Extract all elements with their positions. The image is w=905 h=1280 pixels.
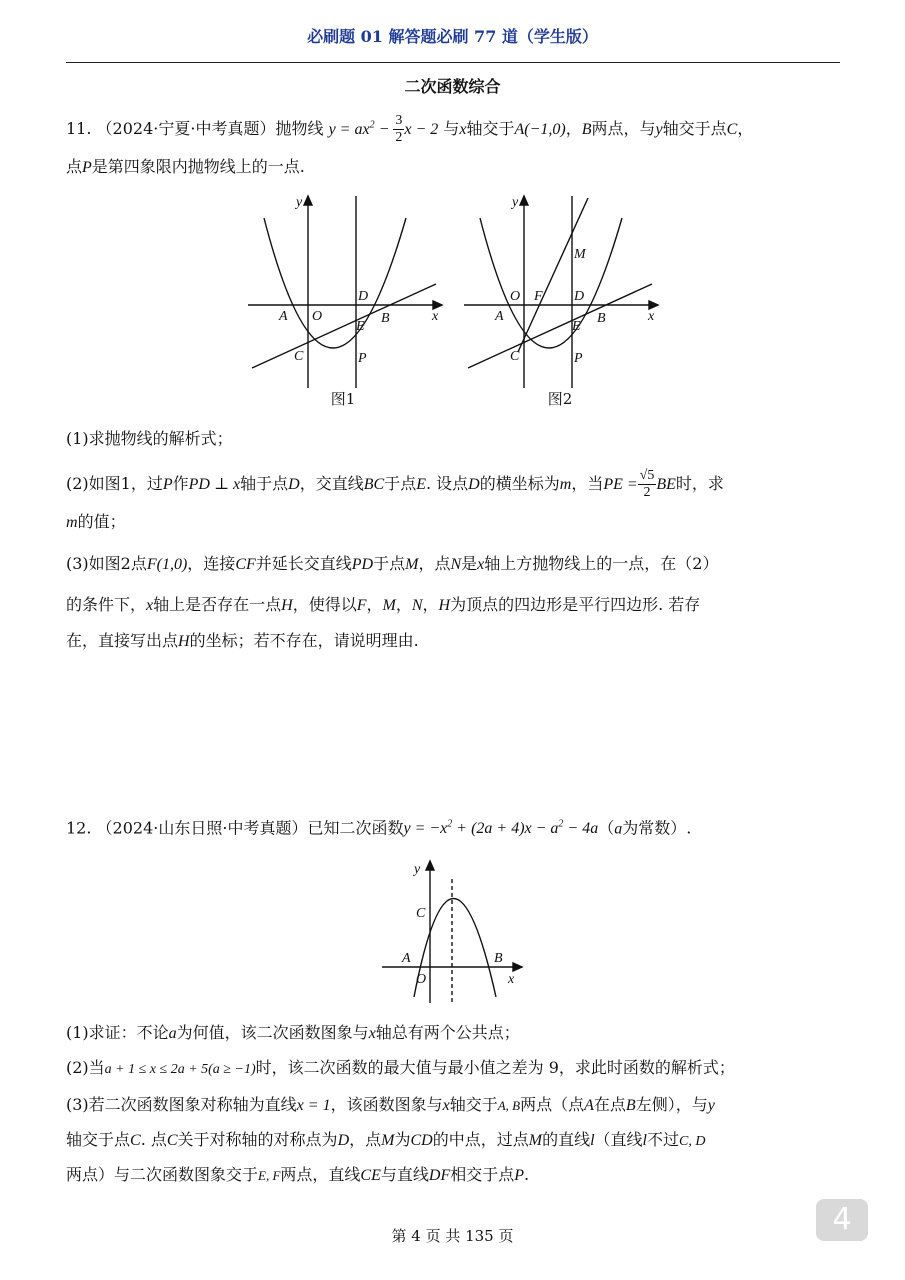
- var-x: x: [368, 1025, 376, 1042]
- line-df: DF: [428, 1167, 451, 1184]
- point-n: N: [450, 556, 462, 573]
- fig3-label-c: C: [416, 906, 426, 921]
- fig3-label-a: A: [402, 951, 411, 966]
- header-divider: [66, 62, 840, 63]
- point-h: H: [281, 597, 293, 614]
- q12-text: 已知二次函数: [307, 818, 404, 838]
- q12-part3-line2: [66, 1129, 705, 1153]
- q12-line1: [66, 814, 691, 840]
- q11-text: 轴上是否存在一点: [153, 595, 282, 614]
- point-a: A(−1,0): [514, 121, 566, 138]
- point-m: M: [382, 597, 396, 614]
- q11-text: 为顶点的四边形是平行四边形. 若存: [450, 595, 701, 614]
- q12-text: （直线: [594, 1130, 643, 1149]
- q11-text: ，点: [418, 554, 451, 573]
- var-y: y: [655, 121, 663, 138]
- point-f: F(1,0): [146, 556, 188, 573]
- q12-source: （2024·山东日照·中考真题）: [96, 818, 308, 838]
- q12-text: 两点（点: [520, 1095, 585, 1114]
- q11-part3-line3: [66, 630, 419, 653]
- point-e: E: [416, 476, 426, 493]
- q11-text: ，: [422, 595, 439, 614]
- page-footer: 第 4 页 共 135 页: [391, 1227, 514, 1245]
- q11-text: 抛物线: [275, 119, 324, 138]
- q12-text: (2)当: [66, 1058, 105, 1077]
- point-m: M: [381, 1132, 395, 1149]
- q11-part3-line1: [66, 553, 718, 576]
- fig3-parabola: [414, 899, 496, 998]
- q12-text: 为: [394, 1130, 411, 1149]
- line-l: l: [590, 1132, 595, 1149]
- x-equals-1: x = 1: [296, 1097, 331, 1114]
- fig3-x-arrow: [513, 963, 522, 971]
- q12-text: 为何值，该二次函数图象与: [176, 1023, 369, 1042]
- q12-number: 12.: [66, 818, 92, 838]
- point-d: D: [288, 476, 300, 493]
- be-expression: BE: [656, 476, 676, 493]
- point-f: F: [356, 597, 367, 614]
- q12-text: 时，该二次函数的最大值与最小值之差为 9，求此时函数的解析式；: [255, 1058, 735, 1077]
- q11-text: ，: [395, 595, 412, 614]
- q12-text: 不过: [647, 1130, 680, 1149]
- var-x: x: [459, 121, 467, 138]
- q11-text: 轴于点: [240, 474, 289, 493]
- line-bc: BC: [363, 476, 385, 493]
- q11-text: ，: [565, 119, 582, 138]
- figure-2-caption: 图2: [547, 390, 573, 408]
- q11-text: ，当: [571, 474, 604, 493]
- q11-part3-line2: [66, 594, 700, 617]
- sqrt5-over-2: $\frac{√5}{2}$: [639, 468, 655, 500]
- fig1-label-p: P: [358, 351, 367, 366]
- q11-text: 于点: [384, 474, 417, 493]
- fig3-label-x: x: [508, 972, 515, 987]
- var-m: m: [66, 514, 78, 531]
- point-c: C: [130, 1132, 141, 1149]
- fig2-label-x: x: [648, 309, 655, 324]
- fig1-label-x: x: [432, 309, 439, 324]
- fig1-line-bc: [252, 284, 436, 368]
- q11-text: 作: [172, 474, 189, 493]
- q11-text: 点: [66, 157, 83, 176]
- fig2-label-o: O: [510, 289, 521, 304]
- q12-text: （: [598, 818, 615, 838]
- q11-text: ，使得以: [292, 595, 357, 614]
- point-p: P: [162, 476, 173, 493]
- fig2-label-c: C: [510, 349, 520, 364]
- var-m: m: [559, 476, 572, 493]
- fig2-x-arrow: [649, 301, 658, 309]
- points-c-d: C, D: [679, 1134, 706, 1149]
- fig2-label-e: E: [572, 319, 581, 334]
- section-title: 二次函数综合: [404, 77, 501, 96]
- fig3-label-y: y: [414, 862, 421, 877]
- q11-text: 时，求: [675, 474, 724, 493]
- q11-text: 与: [443, 119, 460, 138]
- q12-text: (1)求证：不论: [66, 1023, 169, 1042]
- q11-part2-line2: [66, 511, 126, 534]
- q12-text: .: [524, 1165, 530, 1184]
- fig2-label-m: M: [574, 247, 586, 262]
- point-n: N: [411, 597, 423, 614]
- q11-line2: [66, 156, 305, 179]
- var-x: x: [146, 597, 154, 614]
- q12-text: 在点: [593, 1095, 626, 1114]
- point-h: H: [438, 597, 451, 614]
- fig2-label-f: F: [534, 289, 543, 304]
- q12-inequality: a + 1 ≤ x ≤ 2a + 5(a ≥ −1): [104, 1062, 256, 1077]
- q11-number: 11.: [66, 119, 92, 138]
- q12-text: 两点，直线: [280, 1165, 361, 1184]
- point-c: C: [166, 1132, 178, 1149]
- fig1-parabola: [264, 218, 406, 348]
- fig2-label-a: A: [495, 309, 504, 324]
- var-x: x: [477, 556, 485, 573]
- q11-equation: $y = ax^2$ −: [328, 119, 394, 138]
- fig1-label-d: D: [358, 289, 369, 304]
- q12-text: 相交于点: [450, 1165, 515, 1184]
- point-m: M: [528, 1132, 543, 1149]
- q11-text: (2)如图1，过: [66, 474, 163, 493]
- fig1-y-arrow: [304, 196, 312, 205]
- fig1-label-o: O: [312, 309, 323, 324]
- point-h: H: [178, 633, 190, 650]
- point-m: M: [405, 556, 419, 573]
- line-pd: PD: [351, 556, 374, 573]
- q11-text: 轴上方抛物线上的一点，在（2）: [484, 554, 719, 573]
- q12-text: 两点）与二次函数图象交于: [66, 1165, 259, 1184]
- figure-3: [380, 855, 525, 1005]
- q12-part1: [66, 1022, 520, 1045]
- q11-equation-rhs: x − 2: [404, 121, 439, 138]
- q11-text: 并延长交直线: [255, 554, 352, 573]
- q12-text: 为常数）.: [622, 818, 692, 838]
- q12-text: (3)若二次函数图象对称轴为直线: [66, 1095, 297, 1114]
- q12-text: . 点: [140, 1130, 167, 1149]
- fig2-label-b: B: [597, 311, 606, 326]
- q12-text: ，该函数图象与: [330, 1095, 443, 1114]
- q11-part2-line1: [66, 468, 724, 501]
- point-c: C: [726, 121, 738, 138]
- figure-2: [460, 188, 660, 388]
- points-a-b: A, B: [497, 1098, 521, 1113]
- q11-text: 的横坐标为: [479, 474, 560, 493]
- q11-text: 是第四象限内抛物线上的一点.: [91, 157, 305, 176]
- q12-text: ，点: [349, 1130, 382, 1149]
- q12-part2: [66, 1057, 735, 1081]
- fig1-label-a: A: [279, 309, 288, 324]
- var-a: a: [168, 1025, 177, 1042]
- q12-part3-line1: [66, 1094, 715, 1117]
- fig2-label-p: P: [574, 351, 583, 366]
- q11-text: ，: [366, 595, 383, 614]
- var-x: x: [442, 1097, 450, 1114]
- q11-text: 的坐标；若不存在，请说明理由.: [189, 631, 419, 650]
- q11-text: ，连接: [187, 554, 236, 573]
- q11-text: (3)如图2点: [66, 554, 147, 573]
- q11-part1: (1)求抛物线的解析式；: [66, 429, 233, 448]
- fig2-line-bc: [468, 284, 652, 368]
- q11-text: 两点，与: [591, 119, 656, 138]
- q11-text: ，: [737, 119, 754, 138]
- fig1-label-c: C: [294, 349, 304, 364]
- q12-part3-line3: [66, 1164, 529, 1187]
- q11-text: 于点: [373, 554, 406, 573]
- q11-text: 是: [461, 554, 478, 573]
- fig1-x-arrow: [433, 301, 442, 309]
- fig2-label-d: D: [574, 289, 585, 304]
- var-a: a: [614, 820, 623, 838]
- point-p: P: [514, 1167, 525, 1184]
- point-d: D: [468, 476, 480, 493]
- pe-expression: PE =: [603, 476, 638, 493]
- fig1-label-e: E: [356, 319, 365, 334]
- q12-text: 左侧），与: [635, 1095, 708, 1114]
- segment-cd: CD: [410, 1132, 433, 1149]
- q11-text: ，交直线: [299, 474, 364, 493]
- line-cf: CF: [235, 556, 256, 573]
- q12-text: 的中点，过点: [432, 1130, 529, 1149]
- q11-text: . 设点: [425, 474, 469, 493]
- q11-text: 轴交于: [466, 119, 515, 138]
- q12-equation: $y = -x^2 + (2a + 4)x - a^2 - 4a$: [403, 819, 599, 838]
- q11-text: 的值；: [77, 512, 126, 531]
- q12-text: 与直线: [380, 1165, 429, 1184]
- q12-text: 的直线: [542, 1130, 591, 1149]
- q11-source: （2024·宁夏·中考真题）: [96, 119, 276, 138]
- fig3-label-b: B: [494, 951, 503, 966]
- point-b: B: [625, 1097, 636, 1114]
- q11-line1: [66, 113, 753, 146]
- figure-1: [244, 188, 444, 388]
- q11-text: 轴交于点: [662, 119, 727, 138]
- point-b: B: [581, 121, 592, 138]
- point-p: P: [82, 159, 92, 176]
- q11-fraction: $\frac{3}{2}$: [395, 113, 403, 145]
- figure-1-caption: 图1: [330, 390, 356, 408]
- q11-text: 在，直接写出点: [66, 631, 179, 650]
- q12-text: 轴交于点: [66, 1130, 131, 1149]
- fig1-label-b: B: [381, 311, 390, 326]
- fig2-y-arrow: [520, 196, 528, 205]
- q12-text: 轴交于: [449, 1095, 498, 1114]
- document-header: 必刷题 01 解答题必刷 77 道（学生版）: [307, 27, 598, 46]
- point-a: A: [584, 1097, 594, 1114]
- fig2-label-y: y: [512, 195, 519, 210]
- q11-text: 的条件下，: [66, 595, 147, 614]
- q12-text: 轴总有两个公共点；: [375, 1023, 520, 1042]
- points-e-f: E, F: [258, 1168, 281, 1183]
- fig3-y-arrow: [426, 861, 434, 870]
- var-y: y: [707, 1097, 715, 1114]
- line-l: l: [642, 1132, 647, 1149]
- fig3-label-o: O: [416, 972, 427, 987]
- point-d: D: [337, 1132, 350, 1149]
- fig1-label-y: y: [296, 195, 303, 210]
- q12-text: 关于对称轴的对称点为: [177, 1130, 338, 1149]
- page-number-badge: 4: [816, 1199, 868, 1241]
- fig2-parabola: [480, 218, 622, 348]
- pd-perp-x: PD ⊥ x: [188, 476, 241, 493]
- line-ce: CE: [360, 1167, 381, 1184]
